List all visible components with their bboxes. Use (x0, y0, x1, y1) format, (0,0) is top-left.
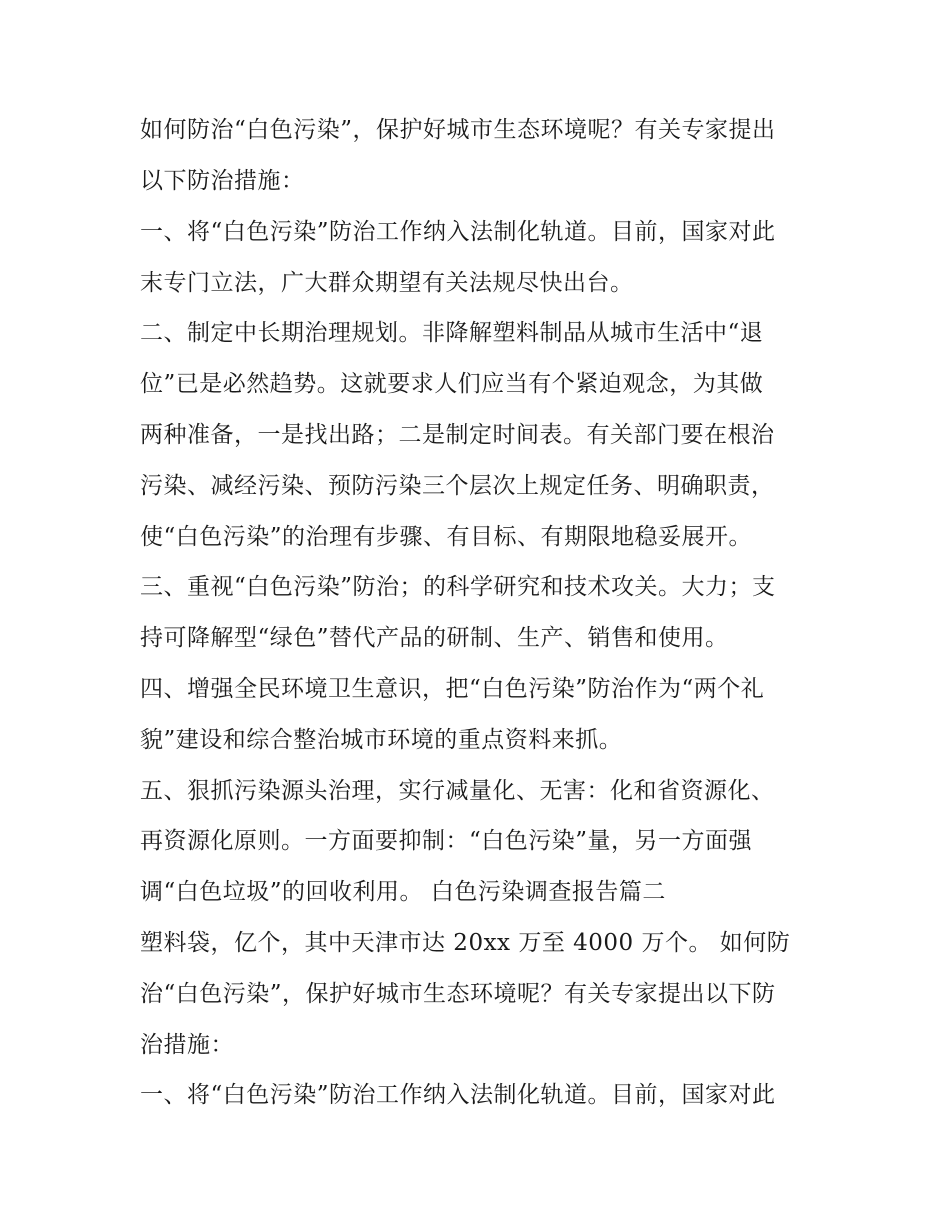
text-line: 塑料袋，亿个，其中天津市达 20xx 万至 4000 万个。 如何防 (140, 930, 791, 956)
text-line: 五、狠抓污染源头治理，实行减量化、无害：化和省资源化、 (140, 778, 775, 804)
text-line: 四、增强全民环境卫生意识，把“白色污染”防治作为“两个礼 (140, 676, 765, 702)
text-line: 调“白色垃圾”的回收利用。 白色污染调查报告篇二 (140, 879, 666, 905)
text-line: 三、重视“白色污染”防治；的科学研究和技术攻关。大力；支 (140, 574, 776, 600)
text-line: 两种准备，一是找出路；二是制定时间表。有关部门要在根治 (140, 422, 775, 448)
text-line: 持可降解型“绿色”替代产品的研制、生产、销售和使用。 (140, 625, 729, 651)
text-line: 二、制定中长期治理规划。非降解塑料制品从城市生活中“退 (140, 320, 764, 346)
text-line: 再资源化原则。一方面要抑制：“白色污染”量，另一方面强 (140, 828, 753, 854)
text-line: 污染、减经污染、预防污染三个层次上规定任务、明确职责， (140, 473, 775, 499)
text-line: 以下防治措施： (140, 168, 305, 194)
text-line: 一、将“白色污染”防治工作纳入法制化轨道。目前，国家对此 (140, 219, 776, 245)
text-line: 使“白色污染”的治理有步骤、有目标、有期限地稳妥展开。 (140, 524, 753, 550)
text-line: 位”已是必然趋势。这就要求人们应当有个紧迫观念，为其做 (140, 371, 764, 397)
text-line: 末专门立法，广大群众期望有关法规尽快出台。 (140, 270, 634, 296)
text-line: 治措施： (140, 1032, 234, 1058)
text-line: 一、将“白色污染”防治工作纳入法制化轨道。目前，国家对此 (140, 1082, 776, 1108)
text-line: 治“白色污染”，保护好城市生态环境呢？有关专家提出以下防 (140, 981, 776, 1007)
text-line: 貌”建设和综合整治城市环境的重点资料来抓。 (140, 727, 623, 753)
text-line: 如何防治“白色污染”，保护好城市生态环境呢？有关专家提出 (140, 117, 776, 143)
